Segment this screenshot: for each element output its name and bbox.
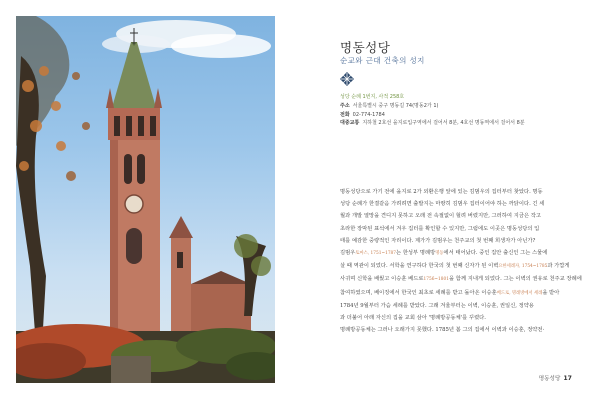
body-text-segment: 초라한 장막된 표석에서 겨우 집터를 확인할 수 있지만, 그럼에도 이곳은 명동성당의 입 <box>340 225 540 232</box>
address-row <box>340 102 575 111</box>
address-value: 서울특별시 중구 명동길 74(명동2가 1) <box>352 102 439 109</box>
body-line <box>340 210 573 222</box>
cathedral-photo <box>16 16 275 383</box>
body-text-segment: 김범우 <box>340 250 356 257</box>
body-line <box>340 198 573 210</box>
page-number: 17 <box>563 375 572 382</box>
body-line <box>340 287 573 300</box>
body-text-segment: 과 가깝게 <box>547 263 570 270</box>
page-footer <box>539 374 572 382</box>
designation: 성당 순례 1번지, 사적 258호 <box>340 94 405 100</box>
annotation-note: 요한세례자, 1754~1785 <box>498 264 548 270</box>
address-label: 주소 <box>340 102 350 109</box>
transit-value: 지하철 2호선 을지로입구역에서 걸어서 8분, 4호선 명동역에서 걸어서 8분 <box>362 120 525 127</box>
transit-row <box>340 119 575 128</box>
body-text-segment: 을 함께 지내게 되었다. 그는 이벽의 권유로 천주교 장례에 <box>448 276 582 283</box>
body-line <box>340 247 573 260</box>
body-text-segment: 명동성당으로 가기 전에 을지로 2가 외환은행 앞에 있는 김범우의 집터부터 찾았다. 명동 <box>340 189 543 195</box>
text-column <box>340 0 582 400</box>
annotation-note: 명동 <box>435 251 444 257</box>
body-text-segment: 살 때 역관이 되었다. 서학을 연구하다 한국의 첫 번째 신자가 된 이벽 <box>340 263 499 270</box>
diamond-pattern-icon <box>340 72 354 86</box>
phone-row <box>340 111 575 120</box>
cathedral-illustration <box>16 16 275 383</box>
body-text-segment: 성당 순례가 한결같음 가려려면 출발지는 마땅히 김범우 집터이어야 하는 까닭이다. 긴 세 <box>340 201 545 208</box>
body-text-segment: 태를 예감한 중량적인 자리이다. 제가가 김범우는 천주교의 첫 번째 희생자가 아닌가? <box>340 237 536 244</box>
body-line <box>340 260 573 273</box>
transit-label: 대중교통 <box>340 120 360 127</box>
phone-value: 02-774-1784 <box>352 111 385 118</box>
body-text-segment: 을 받아 <box>542 289 560 296</box>
annotation-note: 토마스, 1751~1787 <box>355 251 397 257</box>
body-text-segment: 1784년 9월부터 가슴 세례를 받았다. 그래 겨울부터는 이벽, 이승훈, 권일신, 정약용 <box>340 302 534 309</box>
body-line <box>340 223 573 235</box>
body-text-segment: 과 더불어 아래 자신의 집을 교회 삼아 '명례방공동체'를 꾸렸다. <box>340 315 486 322</box>
body-line <box>340 273 582 286</box>
body-line <box>340 324 573 336</box>
body-line <box>340 312 573 324</box>
page-title: 명동성당 <box>340 40 391 55</box>
info-block <box>340 93 575 128</box>
body-text-segment: 참여하였으며, 베이징에서 한국인 최초로 세례를 받고 돌아온 이승훈 <box>340 289 497 296</box>
body-line <box>340 300 573 312</box>
annotation-note: 베드로, 명례방에서 세례 <box>496 290 543 296</box>
body-text-segment: 사귀며 신학을 배웠고 이승훈 베드로 <box>340 276 424 283</box>
body-line <box>340 186 573 198</box>
body-text-segment: 월과 개발 열망을 견디지 못하고 오래 전 속절없이 헐려 버렸지만, 그러하여 지금은 작고 <box>340 213 541 220</box>
annotation-note: 1756~1801 <box>423 277 449 283</box>
footer-section: 명동성당 <box>538 376 561 382</box>
body-text-segment: 명례방공동체는 그러나 오래가지 못했다. 1785년 봄 그의 집에서 이벽과 이승훈, 정약전· <box>340 327 545 334</box>
body-text <box>340 186 582 336</box>
body-text-segment: 에서 태어났다. 중인 집안 출신인 그는 스물에 <box>443 250 548 257</box>
page-subtitle: 순교와 근대 건축의 성지 <box>340 56 425 65</box>
phone-label: 전화 <box>340 111 350 118</box>
body-text-segment: 는 한성부 명례방 <box>396 250 436 257</box>
body-line <box>340 235 573 247</box>
